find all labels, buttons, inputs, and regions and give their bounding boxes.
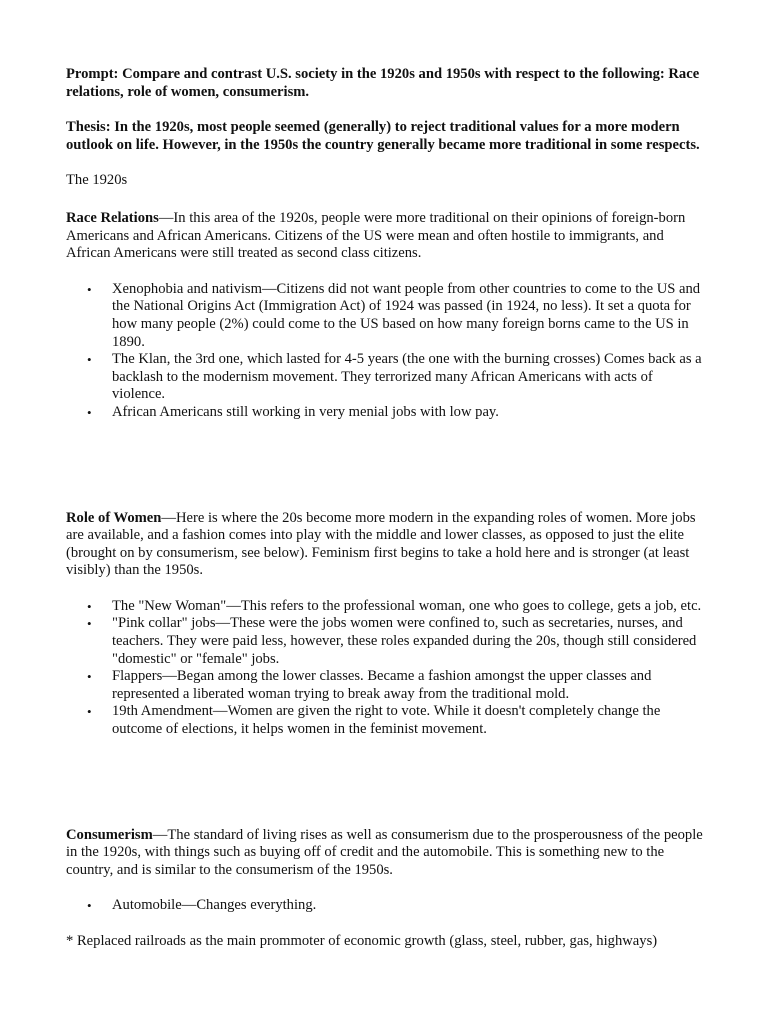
section-title: The 1920s xyxy=(66,172,128,189)
list-item: • The Klan, the 3rd one, which lasted for 4-5 years (the one with the burning crosses) Comes back as a backlash to the modernism movement. They terrorized many African Americans with acts of violence. xyxy=(66,351,706,404)
list-item: • African Americans still working in very menial jobs with low pay. xyxy=(66,404,706,422)
consumerism-footnote: * Replaced railroads as the main prommoter of economic growth (glass, steel, rubber, gas, highways) xyxy=(66,933,658,949)
role-of-women-list xyxy=(66,598,706,739)
list-item: • Xenophobia and nativism—Citizens did not want people from other countries to come to the US and the National Origins Act (Immigration Act) of 1924 was passed (in 1924, no less). It set a quota for how many people (2%) could come to the US based on how many foreign borns came to the US in 1890. xyxy=(66,281,706,351)
thesis-text: Thesis: In the 1920s, most people seemed (generally) to reject traditional values for a more modern outlook on life. However, in the 1950s the country generally became more traditional in some respects. xyxy=(66,119,700,153)
document-body xyxy=(66,66,706,951)
list-item: • "Pink collar" jobs—These were the jobs women were confined to, such as secretaries, nurses, and teachers. They were paid less, however, these roles expanded during the 20s, though still considered "domestic" or "female" jobs. xyxy=(66,615,706,668)
role-of-women-heading: Role of Women xyxy=(66,509,162,526)
consumerism-text: —The standard of living rises as well as consumerism due to the prosperousness of the people in the 1920s, with things such as buying off of credit and the automobile. This is something new to the country, and is similar to the consumerism of the 1950s. xyxy=(66,826,703,878)
list-item: • 19th Amendment—Women are given the right to vote. While it doesn't completely change the outcome of elections, it helps women in the feminist movement. xyxy=(66,703,706,738)
role-of-women-paragraph xyxy=(66,510,706,580)
consumerism-paragraph xyxy=(66,827,706,880)
consumerism-heading: Consumerism xyxy=(66,826,153,843)
list-item: • Flappers—Began among the lower classes. Became a fashion amongst the upper classes and represented a liberated woman trying to break away from the traditional mold. xyxy=(66,668,706,703)
list-item: • The "New Woman"—This refers to the professional woman, one who goes to college, gets a job, etc. xyxy=(66,598,706,616)
list-item: • Automobile—Changes everything. xyxy=(66,897,706,915)
prompt-text: Prompt: Compare and contrast U.S. society in the 1920s and 1950s with respect to the following: Race relations, role of women, consumerism. xyxy=(66,66,700,100)
race-relations-text: —In this area of the 1920s, people were more traditional on their opinions of foreign-born Americans and African Americans. Citizens of the US were mean and often hostile to immigrants, and African Americans were still treated as second class citizens. xyxy=(66,209,686,262)
race-relations-paragraph xyxy=(66,210,706,263)
role-of-women-text: —Here is where the 20s become more modern in the expanding roles of women. More jobs are available, and a fashion comes into play with the middle and lower classes, as opposed to just the elite (brought on by consumerism, see below). Feminism first begins to take a hold here and is stronger (at least visibly) than the 1950s. xyxy=(66,509,696,579)
race-relations-heading: Race Relations xyxy=(66,209,159,226)
consumerism-list xyxy=(66,897,706,915)
race-relations-list xyxy=(66,281,706,422)
